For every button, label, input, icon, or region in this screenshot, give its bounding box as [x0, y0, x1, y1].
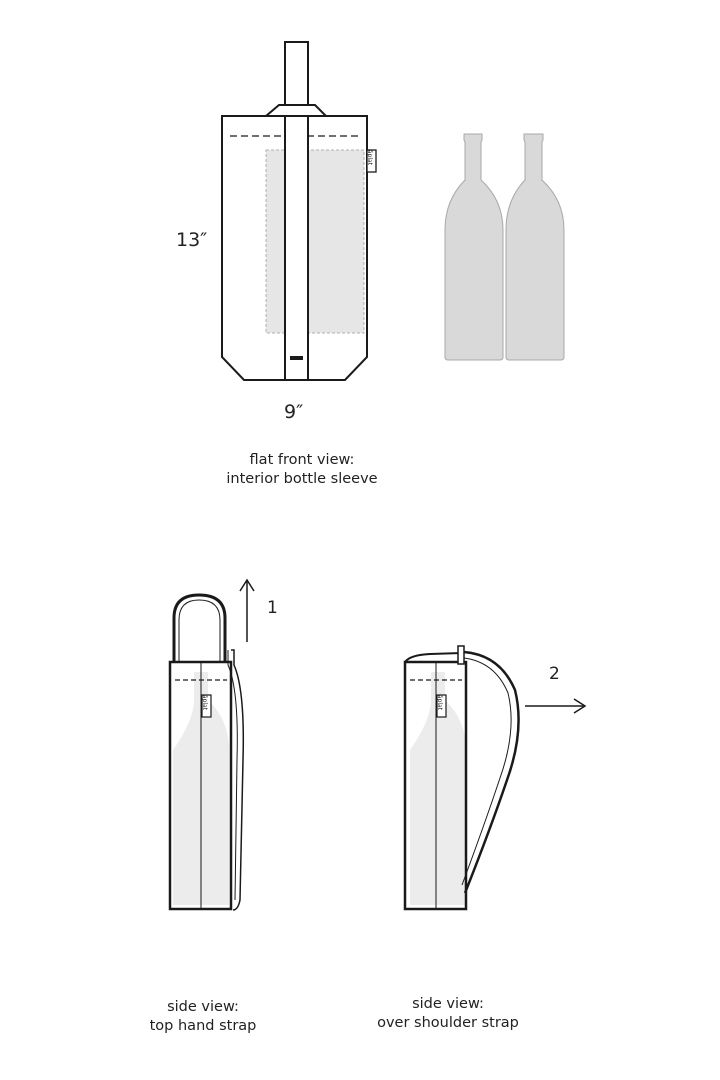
tag-label: āplat — [436, 694, 444, 711]
caption-line: flat front view: — [249, 452, 355, 468]
strap-collar — [266, 105, 326, 116]
height-dimension-label: 13″ — [176, 229, 208, 251]
tag-label: āplat — [201, 694, 209, 711]
side-view-hand-bag — [170, 580, 254, 910]
hand-strap-caption — [123, 998, 283, 1036]
strap-clip — [458, 646, 464, 664]
hanging-shoulder-strap-inner — [228, 650, 237, 900]
tag-label: āplat — [366, 149, 374, 166]
caption-line: top hand strap — [149, 1018, 257, 1034]
front-view-caption — [200, 451, 404, 489]
wine-bottle-icon — [445, 134, 503, 360]
caption-line: interior bottle sleeve — [226, 471, 378, 487]
caption-line: over shoulder strap — [377, 1015, 519, 1031]
interior-bottle-sleeve — [266, 150, 364, 333]
flat-front-bag — [222, 42, 376, 380]
wine-bottle-icon — [506, 134, 564, 360]
front-strap — [285, 116, 308, 380]
hand-strap-loop — [174, 595, 225, 662]
step-number-2: 2 — [549, 664, 560, 684]
top-fold — [405, 653, 462, 662]
shoulder-strap-inner — [462, 658, 511, 885]
wine-bottles — [445, 134, 564, 360]
caption-line: side view: — [412, 996, 484, 1012]
strap-buckle — [290, 356, 303, 360]
strap-handle — [285, 42, 308, 108]
shoulder-strap-caption — [360, 995, 536, 1033]
caption-line: side view: — [167, 999, 239, 1015]
side-view-shoulder-bag — [405, 646, 585, 909]
hand-strap-inner — [179, 600, 220, 662]
width-dimension-label: 9″ — [284, 401, 304, 423]
step-number-1: 1 — [267, 598, 278, 618]
